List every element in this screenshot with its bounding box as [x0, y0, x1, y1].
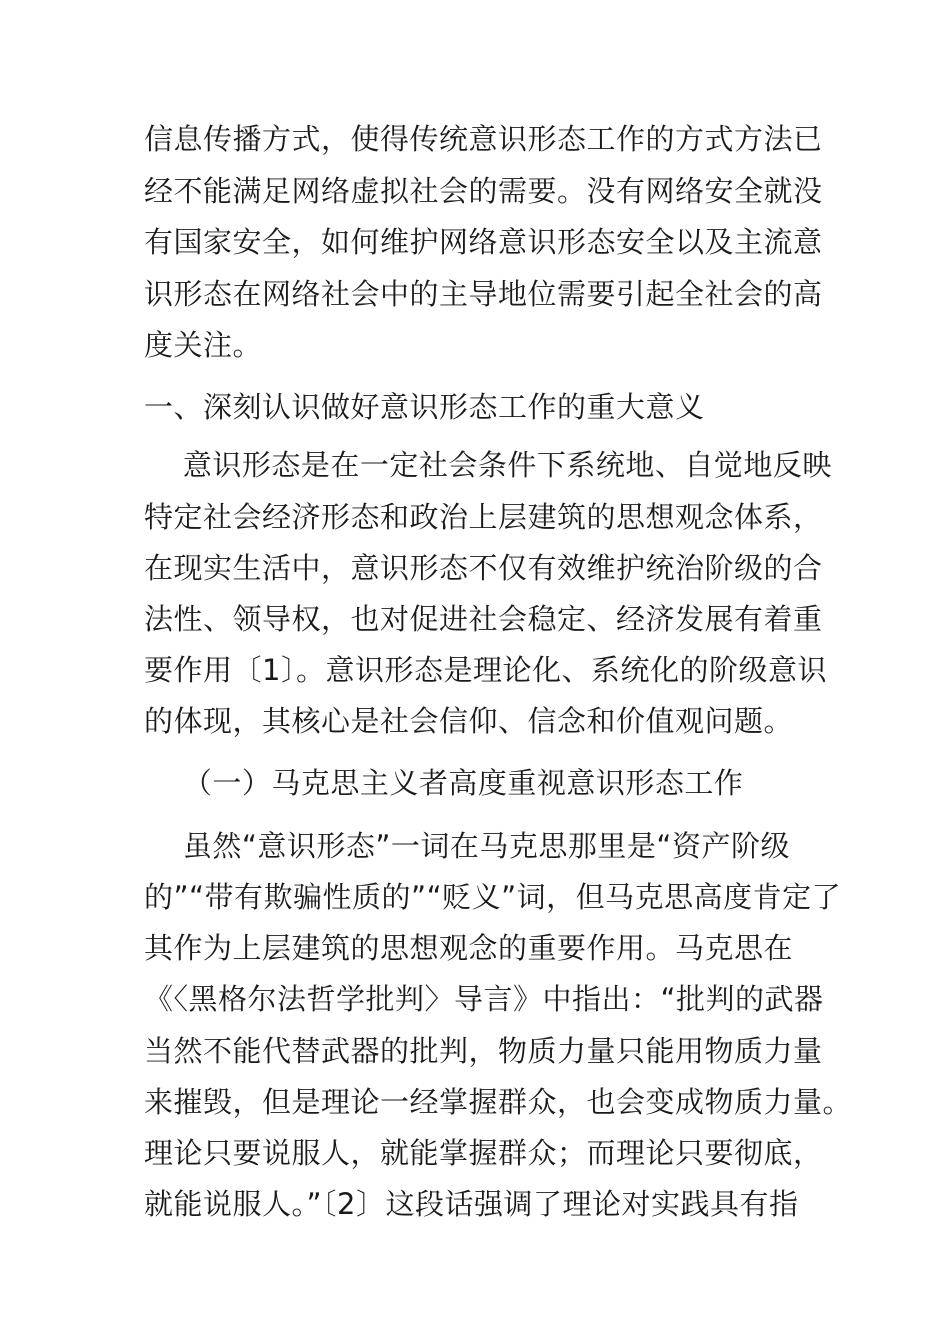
- paragraph-line: 其作为上层建筑的思想观念的重要作用。马克思在: [144, 931, 794, 965]
- paragraph-line: 当然不能代替武器的批判，物质力量只能用物质力量: [144, 1034, 823, 1068]
- paragraph-line: 法性、领导权，也对促进社会稳定、经济发展有着重: [144, 602, 823, 636]
- paragraph-line: 《〈黑格尔法哲学批判〉导言》中指出：“批判的武器: [144, 982, 824, 1016]
- paragraph-line: 理论只要说服人，就能掌握群众；而理论只要彻底，: [144, 1136, 823, 1170]
- section-heading: 一、深刻认识做好意识形态工作的重大意义: [144, 390, 705, 424]
- paragraph-line: 识形态在网络社会中的主导地位需要引起全社会的高: [144, 277, 823, 311]
- subsection-heading: （一）马克思主义者高度重视意识形态工作: [144, 766, 744, 800]
- paragraph-line: 来摧毁，但是理论一经掌握群众，也会变成物质力量。: [144, 1085, 853, 1119]
- paragraph-line: 特定社会经济形态和政治上层建筑的思想观念体系，: [144, 500, 823, 534]
- paragraph-line: 虽然“意识形态”一词在马克思那里是“资产阶级: [144, 829, 790, 863]
- paragraph-line: 度关注。: [144, 328, 263, 362]
- paragraph-line: 经不能满足网络虚拟社会的需要。没有网络安全就没: [144, 174, 823, 208]
- paragraph-line: 信息传播方式，使得传统意识形态工作的方式方法已: [144, 122, 823, 156]
- paragraph-line: 的”“带有欺骗性质的”“贬义”词，但马克思高度肯定了: [144, 880, 842, 914]
- paragraph-line: 在现实生活中，意识形态不仅有效维护统治阶级的合: [144, 551, 823, 585]
- paragraph-line: 要作用〔1〕。意识形态是理论化、系统化的阶级意识: [144, 653, 827, 687]
- paragraph-line: 意识形态是在一定社会条件下系统地、自觉地反映: [144, 448, 832, 482]
- paragraph-line: 有国家安全，如何维护网络意识形态安全以及主流意: [144, 225, 823, 259]
- paragraph-line: 就能说服人。”〔2〕这段话强调了理论对实践具有指: [144, 1187, 799, 1221]
- paragraph-line: 的体现，其核心是社会信仰、信念和价值观问题。: [144, 704, 794, 738]
